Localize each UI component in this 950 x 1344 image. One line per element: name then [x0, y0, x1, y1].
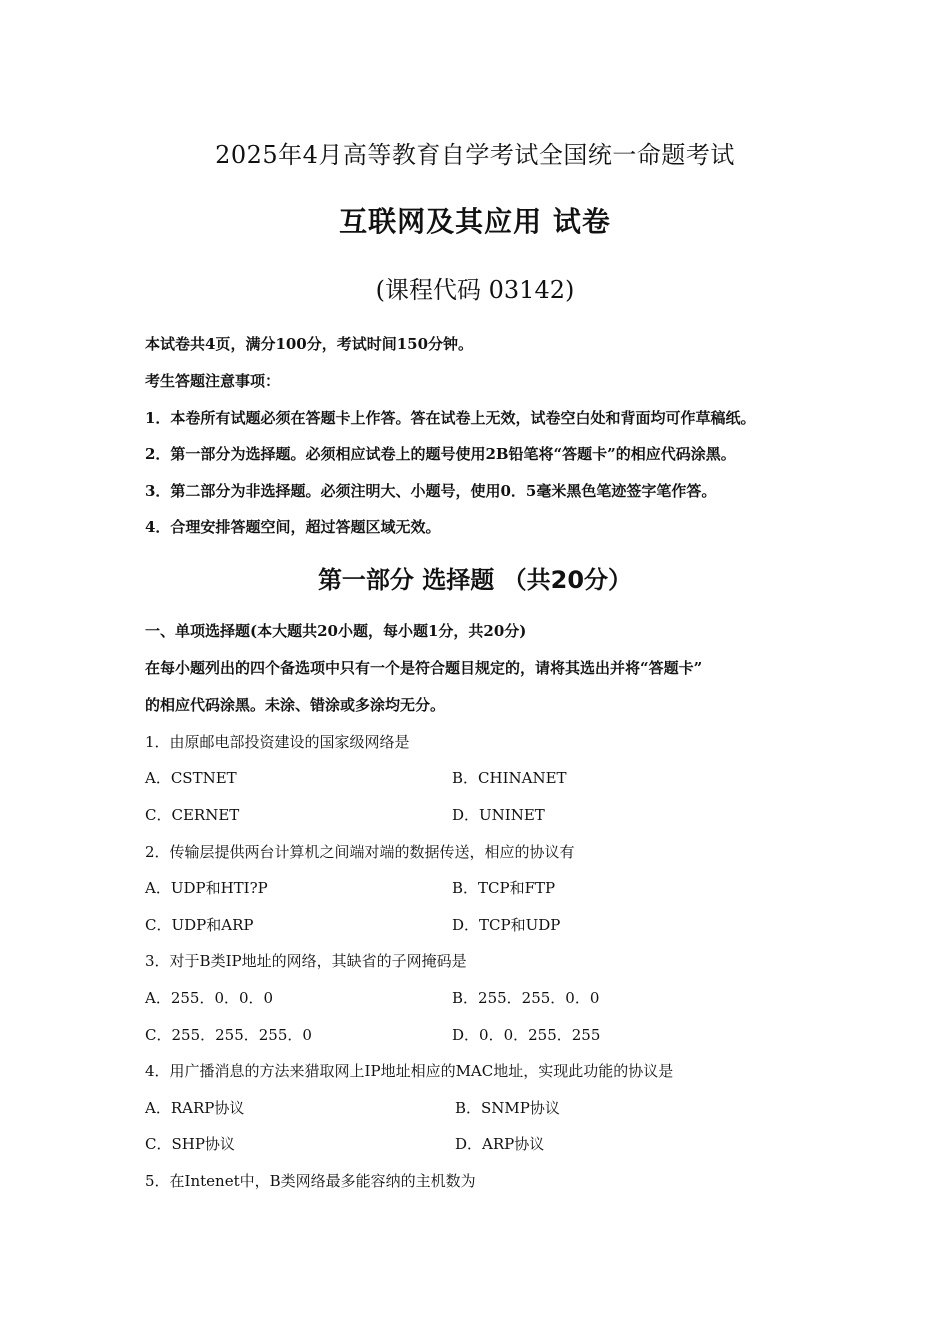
question-option: A．CSTNET	[145, 769, 237, 787]
question-option: D．ARP协议	[455, 1135, 545, 1153]
question-option: D．UNINET	[452, 806, 545, 824]
question-option: B．SNMP协议	[455, 1099, 560, 1117]
notice-heading: 考生答题注意事项：	[145, 372, 281, 390]
course-code: (课程代码 03142)	[375, 276, 575, 304]
exam-title: 2025年4月高等教育自学考试全国统一命题考试	[215, 141, 735, 169]
question-option: A．RARP协议	[145, 1099, 245, 1117]
question-option: A．UDP和HTI?P	[145, 879, 268, 897]
section-directions: 在每小题列出的四个备选项中只有一个是符合题目规定的，请将其选出并将“答题卡”	[145, 659, 703, 677]
exam-summary: 本试卷共4页，满分100分，考试时间150分钟。	[145, 335, 474, 353]
question-option: D．TCP和UDP	[452, 916, 561, 934]
part-one-title: 第一部分 选择题 （共20分）	[317, 566, 633, 594]
question-option: C．255．255．255．0	[145, 1026, 312, 1044]
notice-item: 2．第一部分为选择题。必须相应试卷上的题号使用2B铅笔将“答题卡”的相应代码涂黑。	[145, 445, 736, 463]
question-option: B．TCP和FTP	[452, 879, 556, 897]
question-option: D．0．0．255．255	[452, 1026, 601, 1044]
question-option: A．255．0．0．0	[145, 989, 274, 1007]
question-stem: 2．传输层提供两台计算机之间端对端的数据传送，相应的协议有	[145, 843, 575, 861]
question-option: C．UDP和ARP	[145, 916, 254, 934]
question-stem: 4．用广播消息的方法来猎取网上IP地址相应的MAC地址，实现此功能的协议是	[145, 1062, 674, 1080]
section-directions: 的相应代码涂黑。未涂、错涂或多涂均无分。	[145, 696, 446, 714]
course-title: 互联网及其应用 试卷	[339, 205, 611, 238]
question-stem: 5．在Intenet中，B类网络最多能容纳的主机数为	[145, 1172, 476, 1190]
notice-item: 3．第二部分为非选择题。必须注明大、小题号，使用0．5毫米黑色笔迹签字笔作答。	[145, 482, 717, 500]
question-stem: 3．对于B类IP地址的网络，其缺省的子网掩码是	[145, 952, 467, 970]
notice-item: 4．合理安排答题空间，超过答题区域无效。	[145, 518, 441, 536]
question-stem: 1．由原邮电部投资建设的国家级网络是	[145, 733, 410, 751]
notice-item: 1．本卷所有试题必须在答题卡上作答。答在试卷上无效，试卷空白处和背面均可作草稿纸。	[145, 409, 756, 427]
question-option: C．SHP协议	[145, 1135, 235, 1153]
section-heading: 一、单项选择题(本大题共20小题，每小题1分，共20分)	[145, 622, 527, 640]
question-option: C．CERNET	[145, 806, 240, 824]
question-option: B．255．255．0．0	[452, 989, 600, 1007]
question-option: B．CHINANET	[452, 769, 567, 787]
